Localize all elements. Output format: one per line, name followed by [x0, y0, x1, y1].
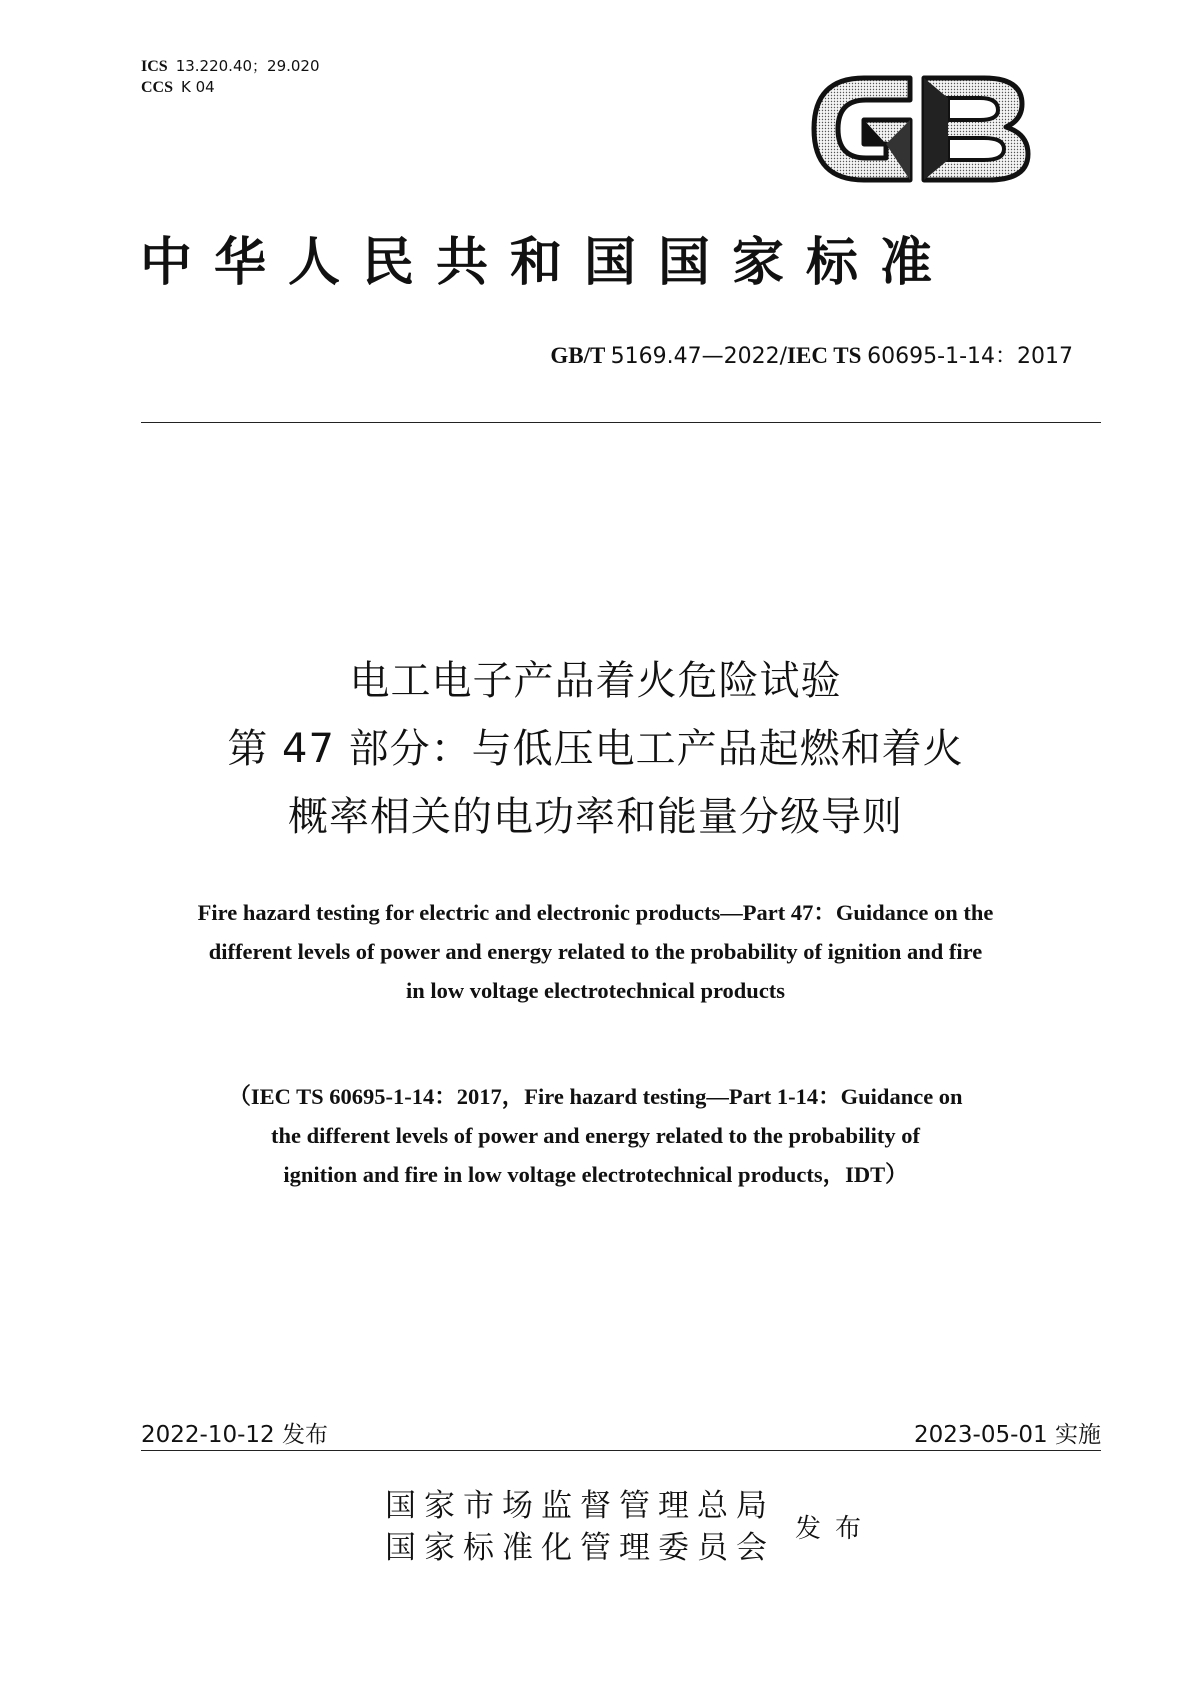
chinese-title-line: 第 47 部分：与低压电工产品起燃和着火: [227, 726, 964, 772]
idt-line: （IEC TS 60695-1-14：2017，Fire hazard testing—Part 1-14：Guidance on: [228, 1084, 963, 1109]
top-divider: [141, 422, 1101, 423]
ccs-value: K 04: [181, 78, 215, 96]
standard-prefix: GB/T: [550, 343, 605, 368]
english-title-line: different levels of power and energy related to the probability of ignition and fire: [208, 939, 983, 964]
standard-number: [550, 339, 1073, 370]
standard-iec-prefix: IEC TS: [787, 343, 862, 368]
standard-iec-number: 60695-1-14：2017: [867, 344, 1073, 369]
english-title: [0, 893, 1191, 1010]
bottom-divider: [141, 1450, 1101, 1451]
national-standard-title: 中华人民共和国国家标准: [140, 232, 955, 293]
gb-logo-icon: [806, 70, 1036, 188]
idt-line: the different levels of power and energy related to the probability of: [271, 1123, 920, 1148]
ccs-row: [141, 77, 320, 98]
chinese-title: [0, 647, 1191, 851]
publishers: [385, 1485, 775, 1569]
publisher-name: 国家市场监督管理总局: [385, 1488, 775, 1524]
ccs-label: CCS: [141, 79, 174, 96]
idt-reference: [0, 1077, 1191, 1194]
implementation-date: 2023-05-01 实施: [914, 1422, 1101, 1448]
chinese-title-line: 概率相关的电功率和能量分级导则: [288, 794, 903, 840]
ics-label: ICS: [141, 58, 168, 75]
classification-codes: [141, 56, 320, 98]
ics-value: 13.220.40；29.020: [175, 57, 320, 75]
ics-row: [141, 56, 320, 77]
publish-label: 发布: [795, 1514, 876, 1544]
english-title-line: in low voltage electrotechnical products: [405, 978, 786, 1003]
idt-line: ignition and fire in low voltage electrotechnical products，IDT）: [283, 1162, 908, 1187]
issue-date: 2022-10-12 发布: [141, 1422, 328, 1448]
english-title-line: Fire hazard testing for electric and electronic products—Part 47：Guidance on the: [197, 900, 994, 925]
publisher-name: 国家标准化管理委员会: [385, 1530, 775, 1566]
standard-main-number: 5169.47—2022/: [610, 344, 788, 369]
chinese-title-line: 电工电子产品着火危险试验: [349, 658, 842, 704]
